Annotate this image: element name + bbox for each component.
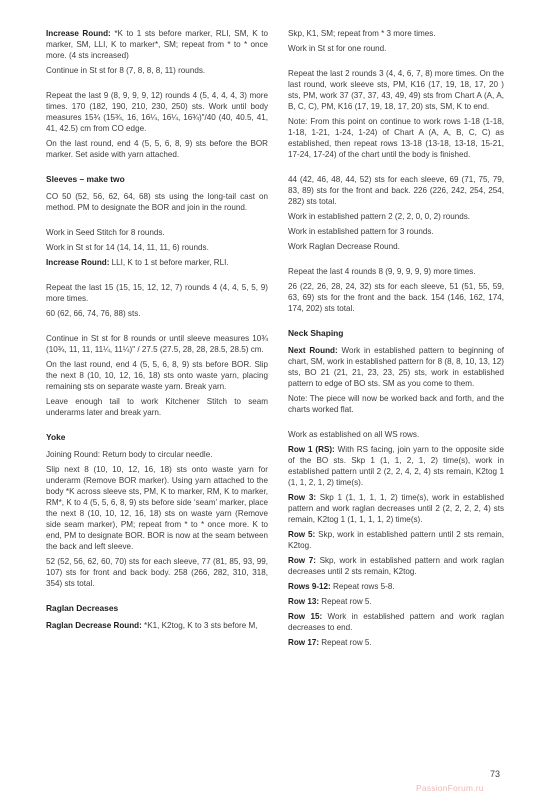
instruction-paragraph: Repeat the last 4 rounds 8 (9, 9, 9, 9, 9) more times.: [288, 267, 476, 276]
instruction-paragraph: [46, 620, 268, 631]
instruction-paragraph: Continue in St st for 8 (7, 8, 8, 8, 11) rounds.: [46, 66, 206, 75]
instruction-text: Skp, work in established pattern until 2 sts remain, K2tog.: [288, 530, 504, 550]
instruction-paragraph: Note: From this point on continue to work rows 1-18 (1-18, 1-18, 1-21, 1-24, 1-24) of Chart A (A, A, B, C, C) as established, then repeat rows 13-18 (13-18, 13-18, 15-21, 17-24, 17-24) of the chart until the body is finished.: [288, 117, 504, 159]
instruction-text: Repeat row 5.: [319, 597, 372, 606]
instruction-paragraph: Work in St st for one round.: [288, 44, 387, 53]
instruction-paragraph: Work as established on all WS rows.: [288, 430, 420, 439]
instruction-text: Skp 1 (1, 1, 1, 1, 2) time(s), work in established pattern and work raglan decreases until 2 (2, 2, 2, 2, 4) sts remain, K2tog 1 (1, 1, 1, 1, 2) time(s).: [288, 493, 505, 524]
instruction-text: Work in established pattern and work raglan decreases to end.: [288, 612, 504, 632]
instruction-paragraph: [288, 555, 504, 577]
instruction-text: *K1, K2tog, K to 3 sts before M,: [141, 621, 258, 630]
section-heading: Yoke: [46, 432, 66, 442]
instruction-paragraph: Slip next 8 (10, 10, 12, 16, 18) sts onto waste yarn for underarm (Remove BOR marker). Using yarn attached to the body *K across sleeve sts, PM, K to marker, RM, K to marker, RM*, K to 4 (5, 5, 6, 8, 9) sts before side ‘seam’ marker, place the next 8 (10, 10, 12, 16, 18) sts on waste yarn (Remove side seam marker), PM; repeat from * to * once more. K to end, PM to designate BOR. BOR is now at the seam between the back and left sleeve.: [46, 465, 268, 551]
instruction-paragraph: Continue in St st for 8 rounds or until sleeve measures 10¾ (10¾, 11, 11, 11¼, 11¼)" / 27.5 (27.5, 28, 28, 28.5, 28.5) cm.: [46, 334, 268, 354]
instruction-paragraph: Work in St st for 14 (14, 14, 11, 11, 6) rounds.: [46, 243, 209, 252]
instruction-paragraph: [288, 529, 504, 551]
watermark: PassionForum.ru: [416, 783, 484, 793]
instruction-paragraph: 52 (52, 56, 62, 60, 70) sts for each sleeve, 77 (81, 85, 93, 99, 107) sts for front and back body. 258 (266, 282, 310, 318, 354) sts total.: [46, 557, 268, 588]
instruction-paragraph: [288, 611, 504, 633]
instruction-paragraph: [288, 345, 504, 389]
instruction-text: Repeat rows 5-8.: [330, 582, 395, 591]
instruction-text: *K to 1 sts before marker, RLI, SM, K to marker, SM, LLI, K to marker*, SM; repeat from * to * once more. (4 sts increased): [46, 29, 268, 60]
instruction-label: Increase Round:: [46, 29, 111, 38]
instruction-paragraph: Work in Seed Stitch for 8 rounds.: [46, 228, 165, 237]
instruction-text: LLI, K to 1 st before marker, RLI.: [109, 258, 229, 267]
instruction-label: Row 13:: [288, 597, 320, 606]
instruction-paragraph: 44 (42, 46, 48, 44, 52) sts for each sleeve, 69 (71, 75, 79, 83, 89) sts for the front and back. 226 (226, 242, 254, 254, 282) sts total.: [288, 175, 504, 206]
left-column: [46, 28, 268, 635]
instruction-paragraph: On the last round, end 4 (5, 5, 6, 8, 9) sts before BOR. Slip the next 8 (10, 10, 12, 16, 18) sts onto waste yarn, placing remaining sts on separate waste yarn. Break yarn.: [46, 360, 268, 391]
section-heading: Raglan Decreases: [46, 603, 119, 613]
instruction-label: Row 1 (RS):: [288, 445, 335, 454]
instruction-paragraph: Joining Round: Return body to circular needle.: [46, 450, 213, 459]
instruction-text: With RS facing, join yarn to the opposite side of the BO sts. Skp 1 (1, 1, 2, 1, 2) time(s), work in established pattern until 2 (2, 2, 4, 2, 4) sts remain, K2tog 1 (1, 1, 2, 1, 2) time(s).: [288, 445, 504, 487]
instruction-paragraph: Work Raglan Decrease Round.: [288, 242, 400, 251]
instruction-label: Row 15:: [288, 612, 323, 621]
instruction-text: Repeat row 5.: [319, 638, 372, 647]
instruction-paragraph: [288, 444, 504, 488]
right-column: [288, 28, 504, 652]
instruction-label: Next Round:: [288, 346, 338, 355]
instruction-paragraph: [288, 637, 504, 648]
instruction-paragraph: [288, 581, 504, 592]
instruction-label: Increase Round:: [46, 258, 110, 267]
instruction-label: Row 3:: [288, 493, 317, 502]
instruction-paragraph: [46, 257, 268, 268]
section-heading: Sleeves – make two: [46, 174, 125, 184]
instruction-paragraph: Leave enough tail to work Kitchener Stitch to seam underarms later and break yarn.: [46, 397, 268, 417]
instruction-paragraph: Repeat the last 2 rounds 3 (4, 4, 6, 7, 8) more times. On the last round, work sleeve sts, PM, K16 (17, 19, 18, 17, 20 ) sts, PM, work 37 (37, 37, 43, 49, 49) sts from Chart A (A, A, B, C, C), PM, K16 (17, 19, 18, 17, 20) sts, SM, K to end.: [288, 69, 504, 111]
instruction-paragraph: Note: The piece will now be worked back and forth, and the charts worked flat.: [288, 394, 504, 414]
instruction-text: Work in established pattern to beginning of chart, SM, work in established pattern for 8 (8, 8, 10, 13, 12) sts, BO 21 (21, 21, 23, 23, 25) sts, work in established pattern to edge of BO sts. SM as you come to them.: [288, 346, 504, 388]
instruction-label: Row 7:: [288, 556, 316, 565]
instruction-paragraph: [288, 492, 504, 525]
instruction-paragraph: 60 (62, 66, 74, 76, 88) sts.: [46, 309, 141, 318]
instruction-paragraph: On the last round, end 4 (5, 5, 6, 8, 9) sts before the BOR marker. Set aside with yarn attached.: [46, 139, 268, 159]
instruction-label: Row 5:: [288, 530, 316, 539]
instruction-paragraph: [46, 28, 268, 61]
instruction-paragraph: Repeat the last 15 (15, 15, 12, 12, 7) rounds 4 (4, 4, 5, 5, 9) more times.: [46, 283, 268, 303]
instruction-paragraph: 26 (22, 26, 28, 24, 32) sts for each sleeve, 51 (51, 55, 59, 63, 69) sts for the front and the back. 154 (146, 162, 174, 174, 202) sts total.: [288, 282, 504, 313]
instruction-paragraph: Repeat the last 9 (8, 9, 9, 9, 12) rounds 4 (5, 4, 4, 4, 3) more times. 170 (182, 190, 210, 230, 250) sts. Work until body measures 15¾ (15¾, 16, 16¼, 16¼, 16¾)"/40 (40, 40.5, 41, 41, 42.5) cm from CO edge.: [46, 91, 268, 133]
instruction-label: Raglan Decrease Round:: [46, 621, 142, 630]
instruction-paragraph: Skp, K1, SM; repeat from * 3 more times.: [288, 29, 436, 38]
instruction-paragraph: [288, 596, 504, 607]
instruction-text: Skp, work in established pattern and work raglan decreases until 2 sts remain, K2tog.: [288, 556, 504, 576]
section-heading: Neck Shaping: [288, 328, 344, 338]
instruction-label: Rows 9-12:: [288, 582, 331, 591]
instruction-paragraph: CO 50 (52, 56, 62, 64, 68) sts using the long-tail cast on method. PM to designate the BOR and join in the round.: [46, 192, 268, 212]
instruction-label: Row 17:: [288, 638, 320, 647]
instruction-paragraph: Work in established pattern 2 (2, 2, 0, 0, 2) rounds.: [288, 212, 471, 221]
page-number: 73: [490, 769, 501, 779]
instruction-paragraph: Work in established pattern for 3 rounds.: [288, 227, 434, 236]
